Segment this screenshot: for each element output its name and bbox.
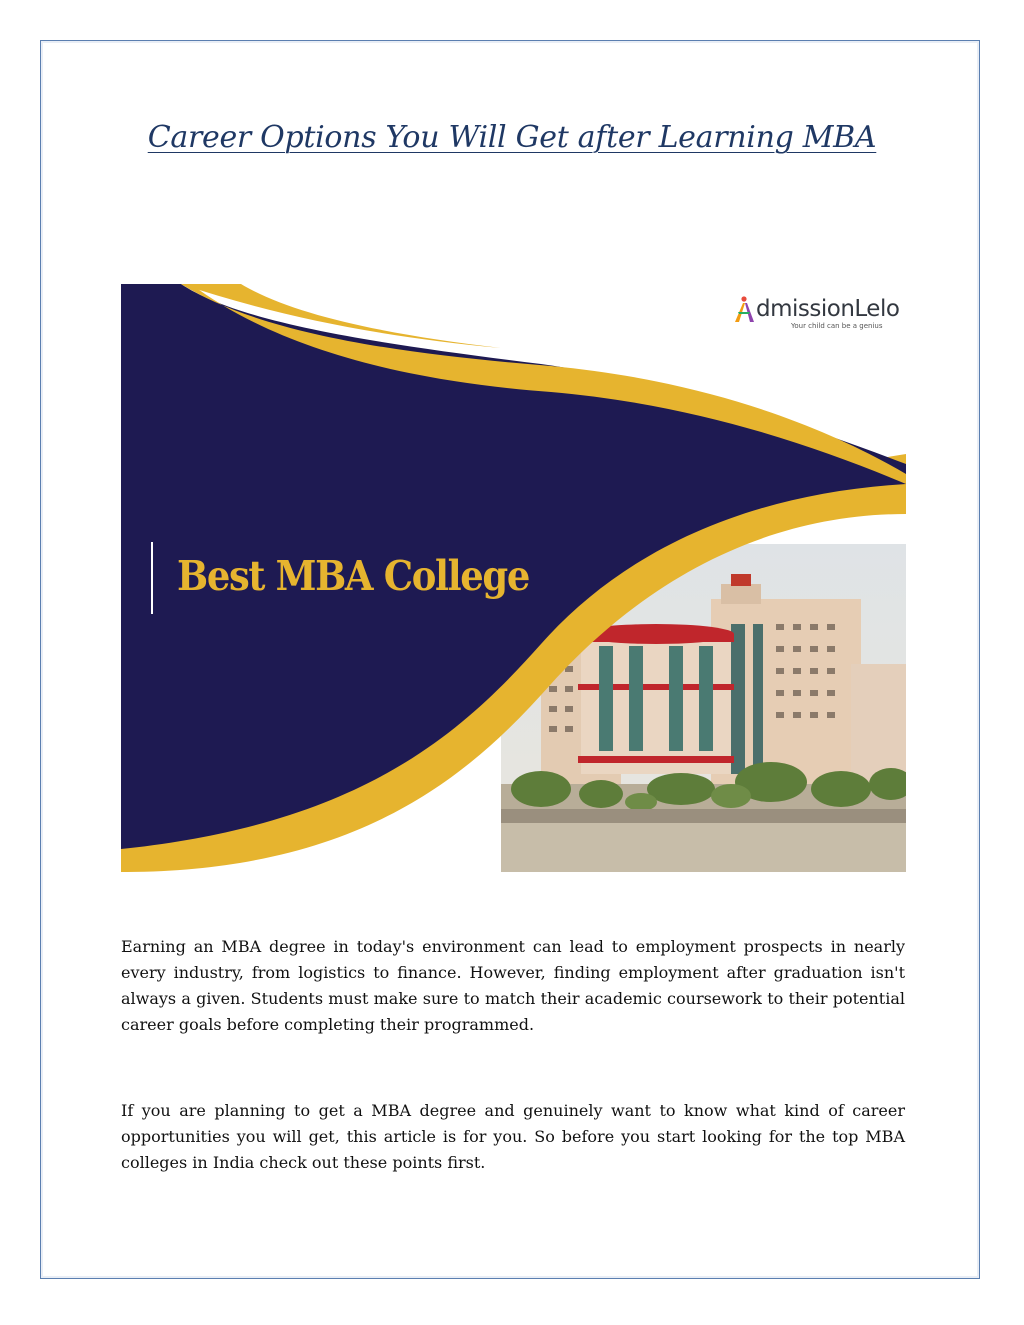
paragraph-planning: If you are planning to get a MBA degree and genuinely want to know what kind of career opportunities you will get, this article is for you. So before you start looking for the top MBA colleges in India check out these points first. <box>121 1101 905 1172</box>
document-title: Career Options You Will Get after Learning MBA <box>147 120 877 155</box>
logo-text: dmissionLelo <box>756 296 900 322</box>
person-logo-icon <box>733 296 755 322</box>
paragraph-intro: Earning an MBA degree in today's environment can lead to employment prospects in nearly every industry, from logistics to finance. However, finding employment after graduation isn't always a given. Students must make sure to match their academic coursework to their potential career goals before completing their programmed. <box>121 937 905 1034</box>
banner-image <box>121 284 906 872</box>
banner-heading: Best MBA College <box>177 552 530 600</box>
brand-logo <box>733 296 899 330</box>
logo-tagline: Your child can be a genius <box>791 322 883 330</box>
